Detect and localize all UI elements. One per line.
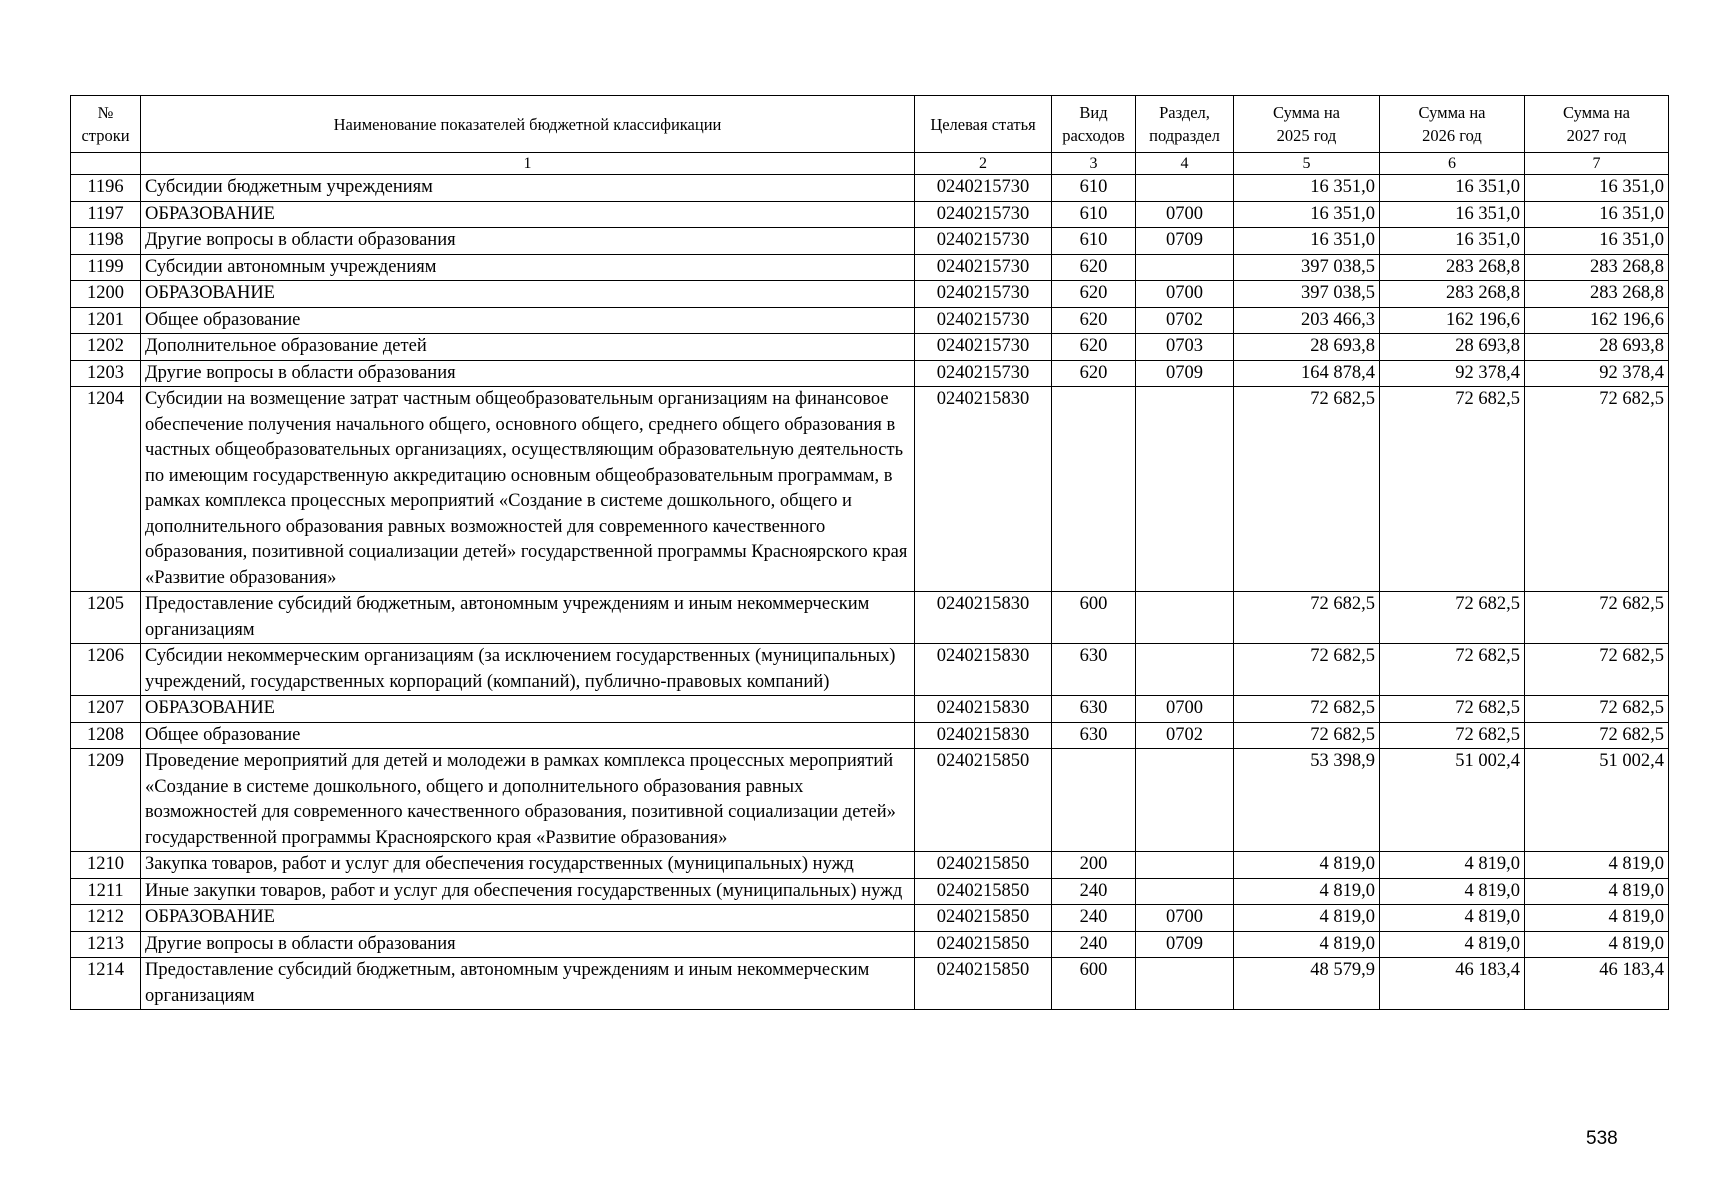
- section-cell: [1136, 254, 1234, 281]
- indicator-name-cell: Предоставление субсидий бюджетным, автономным учреждениям и иным некоммерческим организациям: [141, 592, 915, 644]
- sum-2027-cell: 4 819,0: [1525, 905, 1669, 932]
- indicator-name-cell: Субсидии автономным учреждениям: [141, 254, 915, 281]
- column-number: 3: [1052, 153, 1136, 175]
- column-number: 5: [1234, 153, 1380, 175]
- sum-2025-cell: 72 682,5: [1234, 592, 1380, 644]
- sum-2025-cell: 164 878,4: [1234, 360, 1380, 387]
- sum-2026-cell: 92 378,4: [1380, 360, 1525, 387]
- target-article-cell: 0240215830: [915, 722, 1052, 749]
- sum-2026-cell: 16 351,0: [1380, 201, 1525, 228]
- indicator-name-cell: Закупка товаров, работ и услуг для обеспечения государственных (муниципальных) нужд: [141, 852, 915, 879]
- row-number-cell: 1214: [71, 958, 141, 1010]
- target-article-cell: 0240215730: [915, 254, 1052, 281]
- header-target-article: Целевая статья: [915, 96, 1052, 153]
- row-number-cell: 1199: [71, 254, 141, 281]
- sum-2027-cell: 4 819,0: [1525, 852, 1669, 879]
- section-cell: 0702: [1136, 307, 1234, 334]
- header-sum-2026: Сумма на 2026 год: [1380, 96, 1525, 153]
- row-number-cell: 1209: [71, 749, 141, 852]
- indicator-name-cell: Предоставление субсидий бюджетным, автономным учреждениям и иным некоммерческим организациям: [141, 958, 915, 1010]
- section-cell: 0700: [1136, 905, 1234, 932]
- expense-type-cell: 630: [1052, 696, 1136, 723]
- column-number: 2: [915, 153, 1052, 175]
- indicator-name-cell: Иные закупки товаров, работ и услуг для обеспечения государственных (муниципальных) нужд: [141, 878, 915, 905]
- table-row: [71, 307, 1669, 334]
- sum-2026-cell: 4 819,0: [1380, 852, 1525, 879]
- sum-2026-cell: 162 196,6: [1380, 307, 1525, 334]
- section-cell: [1136, 175, 1234, 202]
- sum-2025-cell: 72 682,5: [1234, 696, 1380, 723]
- expense-type-cell: 610: [1052, 175, 1136, 202]
- header-expense-type: Вид расходов: [1052, 96, 1136, 153]
- table-row: [71, 387, 1669, 592]
- page-number: 538: [1586, 1128, 1618, 1149]
- indicator-name-cell: Общее образование: [141, 722, 915, 749]
- target-article-cell: 0240215850: [915, 931, 1052, 958]
- sum-2026-cell: 72 682,5: [1380, 722, 1525, 749]
- sum-2026-cell: 283 268,8: [1380, 281, 1525, 308]
- sum-2027-cell: 283 268,8: [1525, 254, 1669, 281]
- sum-2026-cell: 72 682,5: [1380, 387, 1525, 592]
- sum-2026-cell: 72 682,5: [1380, 592, 1525, 644]
- sum-2027-cell: 16 351,0: [1525, 228, 1669, 255]
- expense-type-cell: 620: [1052, 254, 1136, 281]
- section-cell: 0700: [1136, 696, 1234, 723]
- target-article-cell: 0240215730: [915, 360, 1052, 387]
- expense-type-cell: 240: [1052, 878, 1136, 905]
- row-number-cell: 1211: [71, 878, 141, 905]
- row-number-cell: 1212: [71, 905, 141, 932]
- table-row: [71, 878, 1669, 905]
- header-row: [71, 96, 1669, 153]
- indicator-name-cell: ОБРАЗОВАНИЕ: [141, 201, 915, 228]
- table-row: [71, 175, 1669, 202]
- sum-2025-cell: 72 682,5: [1234, 644, 1380, 696]
- expense-type-cell: 600: [1052, 592, 1136, 644]
- sum-2027-cell: 28 693,8: [1525, 334, 1669, 361]
- sum-2026-cell: 4 819,0: [1380, 931, 1525, 958]
- target-article-cell: 0240215730: [915, 334, 1052, 361]
- section-cell: [1136, 852, 1234, 879]
- row-number-cell: 1196: [71, 175, 141, 202]
- sum-2026-cell: 16 351,0: [1380, 228, 1525, 255]
- table-row: [71, 852, 1669, 879]
- header-sum-2027: Сумма на 2027 год: [1525, 96, 1669, 153]
- indicator-name-cell: Общее образование: [141, 307, 915, 334]
- sum-2027-cell: 51 002,4: [1525, 749, 1669, 852]
- sum-2025-cell: 16 351,0: [1234, 201, 1380, 228]
- row-number-cell: 1205: [71, 592, 141, 644]
- sum-2027-cell: 72 682,5: [1525, 696, 1669, 723]
- indicator-name-cell: ОБРАЗОВАНИЕ: [141, 905, 915, 932]
- sum-2026-cell: 46 183,4: [1380, 958, 1525, 1010]
- expense-type-cell: 620: [1052, 281, 1136, 308]
- sum-2025-cell: 203 466,3: [1234, 307, 1380, 334]
- sum-2025-cell: 4 819,0: [1234, 878, 1380, 905]
- sum-2027-cell: 16 351,0: [1525, 175, 1669, 202]
- table-row: [71, 905, 1669, 932]
- indicator-name-cell: Другие вопросы в области образования: [141, 228, 915, 255]
- column-number: 7: [1525, 153, 1669, 175]
- section-cell: 0703: [1136, 334, 1234, 361]
- expense-type-cell: 630: [1052, 644, 1136, 696]
- sum-2026-cell: 4 819,0: [1380, 905, 1525, 932]
- sum-2025-cell: 48 579,9: [1234, 958, 1380, 1010]
- table-row: [71, 644, 1669, 696]
- expense-type-cell: 610: [1052, 228, 1136, 255]
- section-cell: 0700: [1136, 281, 1234, 308]
- sum-2027-cell: 283 268,8: [1525, 281, 1669, 308]
- column-number: 1: [141, 153, 915, 175]
- row-number-cell: 1202: [71, 334, 141, 361]
- sum-2025-cell: 397 038,5: [1234, 281, 1380, 308]
- sum-2025-cell: 72 682,5: [1234, 722, 1380, 749]
- row-number-cell: 1201: [71, 307, 141, 334]
- sum-2027-cell: 72 682,5: [1525, 644, 1669, 696]
- indicator-name-cell: Субсидии бюджетным учреждениям: [141, 175, 915, 202]
- indicator-name-cell: ОБРАЗОВАНИЕ: [141, 696, 915, 723]
- sum-2026-cell: 283 268,8: [1380, 254, 1525, 281]
- expense-type-cell: [1052, 749, 1136, 852]
- row-number-cell: 1200: [71, 281, 141, 308]
- expense-type-cell: 620: [1052, 334, 1136, 361]
- expense-type-cell: 200: [1052, 852, 1136, 879]
- sum-2026-cell: 72 682,5: [1380, 696, 1525, 723]
- section-cell: 0702: [1136, 722, 1234, 749]
- expense-type-cell: 630: [1052, 722, 1136, 749]
- sum-2025-cell: 4 819,0: [1234, 931, 1380, 958]
- target-article-cell: 0240215850: [915, 958, 1052, 1010]
- column-numbers-row: [71, 153, 1669, 175]
- expense-type-cell: 600: [1052, 958, 1136, 1010]
- indicator-name-cell: Дополнительное образование детей: [141, 334, 915, 361]
- sum-2025-cell: 16 351,0: [1234, 175, 1380, 202]
- sum-2026-cell: 28 693,8: [1380, 334, 1525, 361]
- sum-2027-cell: 72 682,5: [1525, 722, 1669, 749]
- row-number-cell: 1198: [71, 228, 141, 255]
- budget-table: [70, 95, 1669, 1010]
- target-article-cell: 0240215850: [915, 852, 1052, 879]
- table-row: [71, 281, 1669, 308]
- target-article-cell: 0240215830: [915, 696, 1052, 723]
- sum-2025-cell: 4 819,0: [1234, 852, 1380, 879]
- table-row: [71, 334, 1669, 361]
- section-cell: [1136, 878, 1234, 905]
- indicator-name-cell: Другие вопросы в области образования: [141, 931, 915, 958]
- column-number: 4: [1136, 153, 1234, 175]
- sum-2027-cell: 46 183,4: [1525, 958, 1669, 1010]
- sum-2025-cell: 4 819,0: [1234, 905, 1380, 932]
- expense-type-cell: 620: [1052, 360, 1136, 387]
- target-article-cell: 0240215830: [915, 387, 1052, 592]
- section-cell: [1136, 592, 1234, 644]
- section-cell: 0709: [1136, 228, 1234, 255]
- sum-2027-cell: 4 819,0: [1525, 878, 1669, 905]
- sum-2026-cell: 4 819,0: [1380, 878, 1525, 905]
- table-row: [71, 722, 1669, 749]
- sum-2027-cell: 72 682,5: [1525, 592, 1669, 644]
- target-article-cell: 0240215850: [915, 749, 1052, 852]
- row-number-cell: 1197: [71, 201, 141, 228]
- sum-2026-cell: 51 002,4: [1380, 749, 1525, 852]
- table-row: [71, 360, 1669, 387]
- row-number-cell: 1204: [71, 387, 141, 592]
- indicator-name-cell: Субсидии некоммерческим организациям (за исключением государственных (муниципальных) учреждений, государственных корпораций (компаний), публично-правовых компаний): [141, 644, 915, 696]
- sum-2027-cell: 72 682,5: [1525, 387, 1669, 592]
- section-cell: [1136, 644, 1234, 696]
- sum-2025-cell: 53 398,9: [1234, 749, 1380, 852]
- section-cell: 0700: [1136, 201, 1234, 228]
- expense-type-cell: 240: [1052, 905, 1136, 932]
- target-article-cell: 0240215730: [915, 201, 1052, 228]
- table-row: [71, 592, 1669, 644]
- target-article-cell: 0240215830: [915, 592, 1052, 644]
- expense-type-cell: 620: [1052, 307, 1136, 334]
- sum-2025-cell: 28 693,8: [1234, 334, 1380, 361]
- table-body: [71, 175, 1669, 1010]
- target-article-cell: 0240215730: [915, 281, 1052, 308]
- row-number-cell: 1210: [71, 852, 141, 879]
- column-number: [71, 153, 141, 175]
- table-row: [71, 201, 1669, 228]
- indicator-name-cell: Другие вопросы в области образования: [141, 360, 915, 387]
- sum-2027-cell: 4 819,0: [1525, 931, 1669, 958]
- table-row: [71, 958, 1669, 1010]
- expense-type-cell: [1052, 387, 1136, 592]
- table-row: [71, 254, 1669, 281]
- section-cell: [1136, 958, 1234, 1010]
- section-cell: 0709: [1136, 360, 1234, 387]
- sum-2025-cell: 16 351,0: [1234, 228, 1380, 255]
- indicator-name-cell: Субсидии на возмещение затрат частным общеобразовательным организациям на финансовое обеспечение получения начального общего, основного общего, среднего общего образования в частных общеобразовательных организациях, осуществляющим образовательную деятельность по имеющим государственную аккредитацию основным общеобразовательным программам, в рамках комплекса процессных мероприятий «Создание в системе дошкольного, общего и дополнительного образования равных возможностей для современного качественного образования, позитивной социализации детей» государственной программы Красноярского края «Развитие образования»: [141, 387, 915, 592]
- target-article-cell: 0240215730: [915, 307, 1052, 334]
- section-cell: [1136, 749, 1234, 852]
- sum-2026-cell: 16 351,0: [1380, 175, 1525, 202]
- indicator-name-cell: Проведение мероприятий для детей и молодежи в рамках комплекса процессных мероприятий «Создание в системе дошкольного, общего и дополнительного образования равных возможностей для современного качественного образования, позитивной социализации детей» государственной программы Красноярского края «Развитие образования»: [141, 749, 915, 852]
- sum-2027-cell: 92 378,4: [1525, 360, 1669, 387]
- target-article-cell: 0240215730: [915, 175, 1052, 202]
- header-section: Раздел, подраздел: [1136, 96, 1234, 153]
- table-row: [71, 749, 1669, 852]
- row-number-cell: 1207: [71, 696, 141, 723]
- section-cell: 0709: [1136, 931, 1234, 958]
- header-sum-2025: Сумма на 2025 год: [1234, 96, 1380, 153]
- row-number-cell: 1213: [71, 931, 141, 958]
- table-row: [71, 228, 1669, 255]
- sum-2027-cell: 162 196,6: [1525, 307, 1669, 334]
- column-number: 6: [1380, 153, 1525, 175]
- target-article-cell: 0240215830: [915, 644, 1052, 696]
- header-row-number: № строки: [71, 96, 141, 153]
- indicator-name-cell: ОБРАЗОВАНИЕ: [141, 281, 915, 308]
- target-article-cell: 0240215730: [915, 228, 1052, 255]
- sum-2027-cell: 16 351,0: [1525, 201, 1669, 228]
- table-row: [71, 931, 1669, 958]
- sum-2025-cell: 72 682,5: [1234, 387, 1380, 592]
- row-number-cell: 1206: [71, 644, 141, 696]
- sum-2026-cell: 72 682,5: [1380, 644, 1525, 696]
- row-number-cell: 1208: [71, 722, 141, 749]
- sum-2025-cell: 397 038,5: [1234, 254, 1380, 281]
- target-article-cell: 0240215850: [915, 905, 1052, 932]
- table-row: [71, 696, 1669, 723]
- section-cell: [1136, 387, 1234, 592]
- target-article-cell: 0240215850: [915, 878, 1052, 905]
- expense-type-cell: 610: [1052, 201, 1136, 228]
- expense-type-cell: 240: [1052, 931, 1136, 958]
- header-name: Наименование показателей бюджетной классификации: [141, 96, 915, 153]
- row-number-cell: 1203: [71, 360, 141, 387]
